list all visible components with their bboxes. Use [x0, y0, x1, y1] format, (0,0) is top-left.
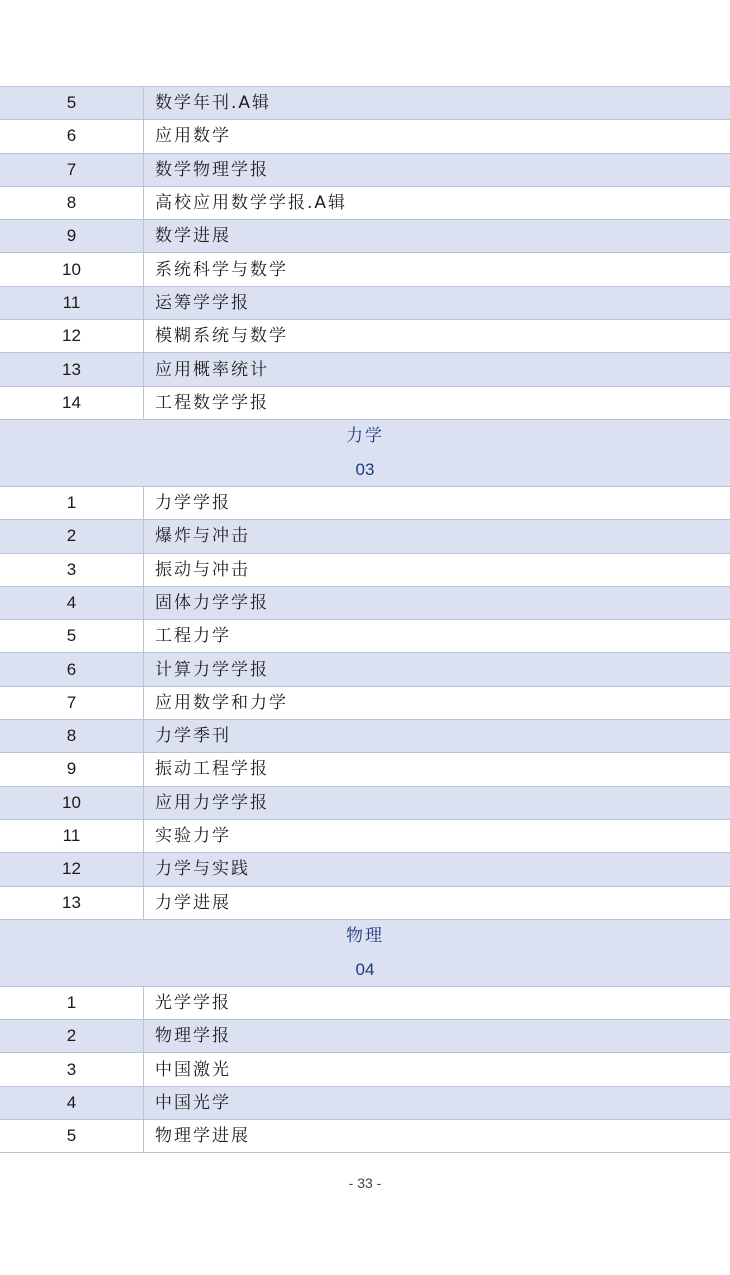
journal-title: 物理学报	[144, 1020, 730, 1053]
row-number: 14	[0, 386, 144, 419]
table-row	[0, 886, 730, 919]
row-number: 5	[0, 620, 144, 653]
row-number: 5	[0, 87, 144, 120]
section-header-cell	[0, 919, 730, 986]
section-code: 03	[355, 459, 375, 479]
journal-title: 爆炸与冲击	[144, 520, 730, 553]
row-number: 13	[0, 353, 144, 386]
table-row	[0, 320, 730, 353]
row-number: 13	[0, 886, 144, 919]
table-row	[0, 353, 730, 386]
row-number: 5	[0, 1120, 144, 1153]
table-row	[0, 753, 730, 786]
row-number: 1	[0, 486, 144, 519]
table-row	[0, 153, 730, 186]
journal-title: 振动与冲击	[144, 553, 730, 586]
table-row	[0, 520, 730, 553]
table-row	[0, 87, 730, 120]
row-number: 10	[0, 786, 144, 819]
journal-title: 物理学进展	[144, 1120, 730, 1153]
section-header-row	[0, 419, 730, 486]
table-row	[0, 220, 730, 253]
journal-title: 力学与实践	[144, 853, 730, 886]
table-row	[0, 386, 730, 419]
journal-title: 实验力学	[144, 819, 730, 852]
table-row	[0, 586, 730, 619]
table-row	[0, 486, 730, 519]
table-row	[0, 286, 730, 319]
journal-list-body	[0, 87, 730, 1153]
journal-title: 数学物理学报	[144, 153, 730, 186]
journal-title: 应用概率统计	[144, 353, 730, 386]
row-number: 10	[0, 253, 144, 286]
row-number: 1	[0, 986, 144, 1019]
row-number: 11	[0, 286, 144, 319]
row-number: 9	[0, 220, 144, 253]
row-number: 2	[0, 1020, 144, 1053]
table-row	[0, 786, 730, 819]
journal-title: 固体力学学报	[144, 586, 730, 619]
row-number: 9	[0, 753, 144, 786]
table-row	[0, 253, 730, 286]
journal-title: 中国激光	[144, 1053, 730, 1086]
journal-title: 力学季刊	[144, 720, 730, 753]
section-header-cell	[0, 419, 730, 486]
table-row	[0, 819, 730, 852]
section-name: 物理	[346, 925, 384, 946]
table-row	[0, 1120, 730, 1153]
table-row	[0, 1020, 730, 1053]
journal-title: 力学学报	[144, 486, 730, 519]
table-row	[0, 1086, 730, 1119]
table-row	[0, 986, 730, 1019]
journal-title: 系统科学与数学	[144, 253, 730, 286]
row-number: 3	[0, 1053, 144, 1086]
row-number: 7	[0, 153, 144, 186]
row-number: 8	[0, 186, 144, 219]
table-row	[0, 553, 730, 586]
table-row	[0, 1053, 730, 1086]
journal-list-table	[0, 86, 730, 1153]
journal-title: 中国光学	[144, 1086, 730, 1119]
journal-title: 应用数学和力学	[144, 686, 730, 719]
row-number: 3	[0, 553, 144, 586]
row-number: 7	[0, 686, 144, 719]
table-row	[0, 120, 730, 153]
row-number: 6	[0, 120, 144, 153]
journal-title: 数学进展	[144, 220, 730, 253]
journal-title: 高校应用数学学报.A辑	[144, 186, 730, 219]
section-code: 04	[355, 959, 375, 979]
journal-title: 数学年刊.A辑	[144, 87, 730, 120]
journal-title: 工程力学	[144, 620, 730, 653]
journal-title: 计算力学学报	[144, 653, 730, 686]
row-number: 2	[0, 520, 144, 553]
section-header-row	[0, 919, 730, 986]
table-row	[0, 686, 730, 719]
journal-title: 振动工程学报	[144, 753, 730, 786]
row-number: 4	[0, 1086, 144, 1119]
row-number: 12	[0, 320, 144, 353]
journal-title: 运筹学学报	[144, 286, 730, 319]
row-number: 4	[0, 586, 144, 619]
journal-title: 光学学报	[144, 986, 730, 1019]
row-number: 11	[0, 819, 144, 852]
row-number: 12	[0, 853, 144, 886]
table-row	[0, 620, 730, 653]
row-number: 6	[0, 653, 144, 686]
journal-title: 模糊系统与数学	[144, 320, 730, 353]
row-number: 8	[0, 720, 144, 753]
journal-title: 应用数学	[144, 120, 730, 153]
table-row	[0, 853, 730, 886]
table-row	[0, 653, 730, 686]
journal-title: 工程数学学报	[144, 386, 730, 419]
table-row	[0, 186, 730, 219]
section-name: 力学	[346, 425, 384, 446]
journal-title: 应用力学学报	[144, 786, 730, 819]
journal-title: 力学进展	[144, 886, 730, 919]
page-number: - 33 -	[348, 1175, 382, 1191]
table-row	[0, 720, 730, 753]
